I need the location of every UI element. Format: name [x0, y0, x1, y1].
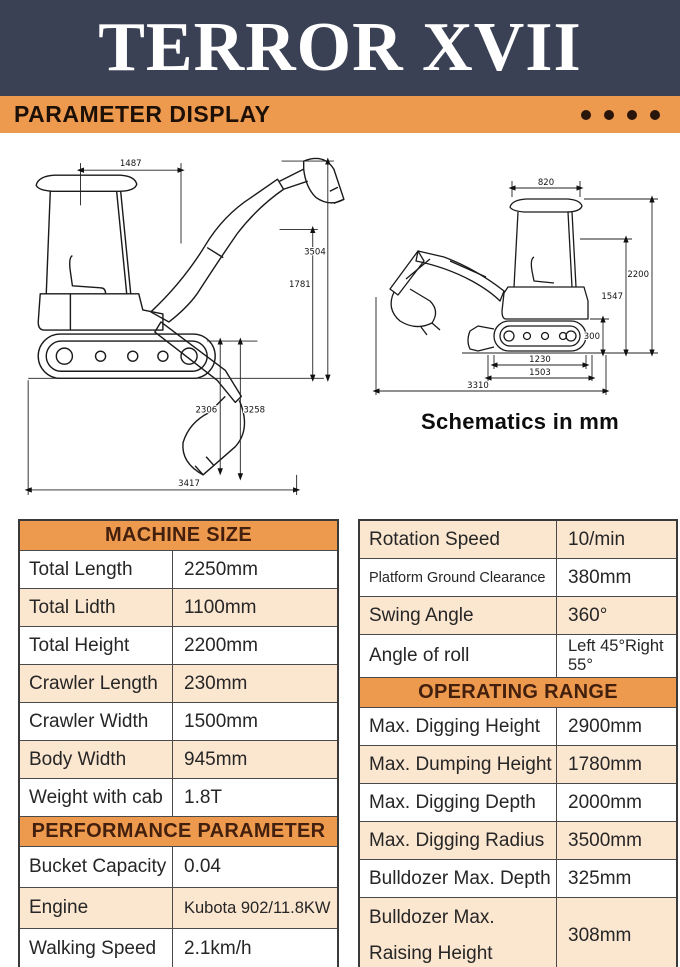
table-row [20, 740, 337, 778]
row-value: 230mm [184, 672, 248, 694]
row-label: Max. Digging Radius [360, 822, 557, 859]
row-value: 1780mm [568, 753, 642, 775]
row-label: Max. Digging Height [360, 708, 557, 745]
machine-size-header: MACHINE SIZE [20, 521, 337, 550]
row-value: Left 45°Right 55° [568, 637, 664, 674]
row-value: 1100mm [184, 596, 257, 618]
dot-icon [604, 110, 614, 120]
row-value: 2200mm [184, 634, 258, 656]
table-row [20, 588, 337, 626]
dim-label-max-height: 3504 [304, 247, 326, 258]
dim-label-dig-depth-b: 3258 [243, 405, 266, 416]
row-label: Total Lidth [20, 589, 173, 626]
table-row [20, 887, 337, 928]
dim-label-canopy-width: 820 [537, 178, 555, 188]
table-row [360, 596, 676, 634]
dim-label-overall-height: 2200 [627, 270, 649, 280]
row-value: 0.04 [184, 856, 221, 877]
dimension-lines [376, 181, 658, 395]
dots-decoration [581, 110, 660, 120]
row-label: Rotation Speed [360, 521, 557, 558]
row-value: 308mm [568, 925, 632, 946]
excavator-working-range-drawing [10, 143, 350, 505]
table-row [360, 821, 676, 859]
row-value: 3500mm [568, 829, 642, 851]
left-table [18, 519, 339, 967]
row-label: Crawler Length [20, 665, 173, 702]
dot-icon [627, 110, 637, 120]
row-label: Swing Angle [360, 597, 557, 634]
row-label: Angle of roll [360, 635, 557, 677]
row-label: Max. Digging Depth [360, 784, 557, 821]
row-value: 2.1km/h [184, 938, 252, 959]
table-row [360, 859, 676, 897]
table-row [360, 707, 676, 745]
row-value: 10/min [568, 528, 626, 550]
table-row [20, 846, 337, 887]
table-row [360, 897, 676, 967]
excavator-transport-drawing [366, 169, 666, 399]
table-row [360, 745, 676, 783]
row-value: 1500mm [184, 710, 258, 732]
row-label: Max. Dumping Height [360, 746, 557, 783]
table-row [360, 558, 676, 596]
dot-icon [650, 110, 660, 120]
dim-label-transport-length: 3310 [467, 381, 489, 391]
dim-label-bottom-radius: 3417 [178, 478, 200, 489]
excavator-body-lines [390, 199, 588, 351]
row-label: Body Width [20, 741, 173, 778]
row-value: 2900mm [568, 715, 642, 737]
row-label: Walking Speed [20, 929, 173, 967]
subtitle-label: PARAMETER DISPLAY [14, 101, 271, 127]
table-row [20, 550, 337, 588]
page-title: TERROR XVII [98, 9, 582, 86]
dimension-labels [120, 159, 326, 489]
dimension-lines [28, 161, 334, 495]
row-value: 380mm [568, 566, 632, 588]
dim-label-platform-height: 1547 [601, 292, 623, 302]
row-value: 2000mm [568, 791, 642, 813]
row-value: 360° [568, 604, 608, 626]
dim-label-crawler-length: 1503 [529, 368, 551, 378]
title-banner [0, 0, 680, 96]
row-label: Bulldozer Max. Depth [360, 860, 557, 897]
dim-label-top-width: 1487 [119, 159, 142, 170]
table-row [20, 702, 337, 740]
table-row [360, 521, 676, 558]
dim-label-dump-height: 1781 [289, 279, 311, 290]
row-label: Bulldozer Max. Raising Height [360, 898, 557, 967]
dim-label-track-length: 1230 [529, 355, 551, 365]
row-label: Total Height [20, 627, 173, 664]
schematics-section [0, 133, 680, 515]
right-table [358, 519, 678, 967]
row-label: Bucket Capacity [20, 847, 173, 887]
table-row [360, 783, 676, 821]
table-row [20, 664, 337, 702]
row-label: Total Length [20, 551, 173, 588]
performance-header: PERFORMANCE PARAMETER [20, 816, 337, 846]
tables-section [0, 515, 680, 967]
table-row [20, 928, 337, 967]
row-value: 2250mm [184, 558, 258, 580]
row-value: Kubota 902/11.8KW [184, 898, 331, 917]
dim-label-ground-clearance: 300 [583, 332, 600, 342]
operating-range-header: OPERATING RANGE [360, 677, 676, 707]
row-label: Weight with cab [20, 779, 173, 816]
table-row [20, 626, 337, 664]
dot-icon [581, 110, 591, 120]
table-row [20, 778, 337, 816]
schematics-caption: Schematics in mm [421, 409, 619, 434]
row-value: 1.8T [184, 786, 223, 808]
row-label: Crawler Width [20, 703, 173, 740]
excavator-body-lines [36, 158, 344, 474]
row-value: 325mm [568, 867, 632, 889]
dim-label-dig-depth-a: 2306 [195, 405, 218, 416]
subtitle-bar [0, 96, 680, 133]
row-label: Engine [20, 888, 173, 928]
row-label: Platform Ground Clearance [360, 559, 557, 596]
row-value: 945mm [184, 748, 248, 770]
table-row [360, 634, 676, 677]
